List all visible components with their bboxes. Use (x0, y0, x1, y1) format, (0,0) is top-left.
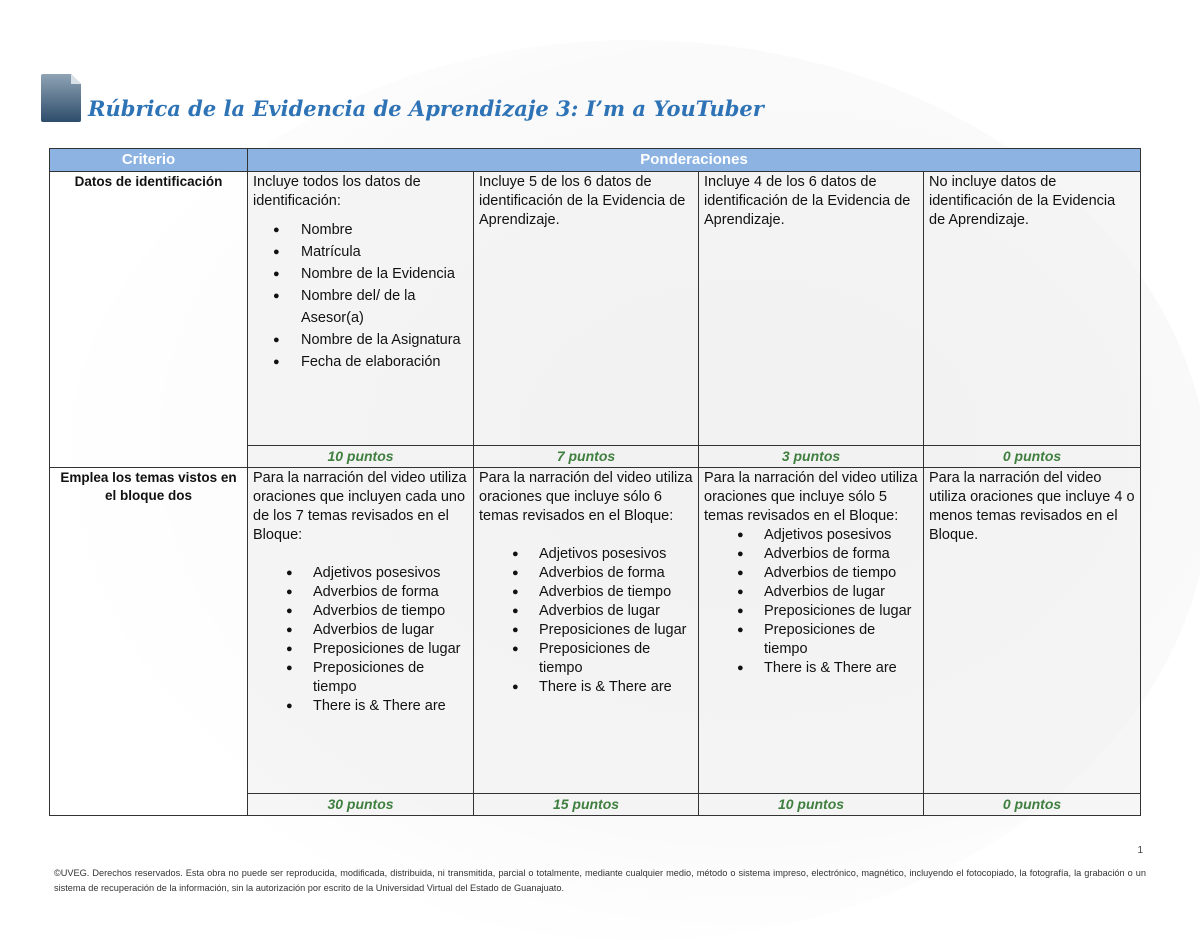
page-title: Rúbrica de la Evidencia de Aprendizaje 3: I’m a YouTuber (88, 96, 764, 121)
description-cell (924, 468, 1141, 794)
points-cell: 15 puntos (474, 794, 699, 816)
list-item: ● Adjetivos posesivos (539, 545, 693, 564)
list-item: ● Adverbios de lugar (313, 621, 468, 640)
list-item: ● Preposiciones de tiempo (539, 640, 693, 678)
document-icon (41, 74, 81, 122)
bullet-list (253, 219, 468, 373)
list-item: ● Adjetivos posesivos (313, 564, 468, 583)
list-item: ● Preposiciones de tiempo (313, 659, 468, 697)
list-item: ● Matrícula (301, 241, 468, 263)
description-text: Incluye 4 de los 6 datos de identificación de la Evidencia de Aprendizaje. (704, 174, 911, 228)
points-cell: 0 puntos (924, 446, 1141, 468)
description-cell (248, 172, 474, 446)
list-item: ● Adverbios de lugar (539, 602, 693, 621)
list-item: ● Adverbios de tiempo (764, 564, 918, 583)
bullet-list (253, 564, 468, 716)
bullet-list (479, 545, 693, 697)
points-cell: 30 puntos (248, 794, 474, 816)
list-item: ● Preposiciones de tiempo (764, 621, 918, 659)
criterion-cell: Datos de identificación (50, 172, 248, 468)
list-item: ● Adverbios de lugar (764, 583, 918, 602)
description-cell (924, 172, 1141, 446)
header-criterio: Criterio (50, 149, 248, 172)
description-text: Para la narración del video utiliza oraciones que incluye 4 o menos temas revisados en el Bloque. (929, 470, 1135, 543)
list-item: ● There is & There are (764, 659, 918, 678)
list-item: ● Fecha de elaboración (301, 351, 468, 373)
bullet-list (704, 526, 918, 678)
table-header-row (50, 149, 1141, 172)
list-item: ● Nombre de la Evidencia (301, 263, 468, 285)
points-cell: 3 puntos (699, 446, 924, 468)
points-cell: 7 puntos (474, 446, 699, 468)
copyright-footer: ©UVEG. Derechos reservados. Esta obra no puede ser reproducida, modificada, distribuida, ni transmitida, parcial o totalmente, mediante cualquier medio, método o sistema impreso, electrónico, magnético, incluyendo el fotocopiado, la fotografía, la grabación o un sistema de recuperación de la información, sin la autorización por escrito de la Universidad Virtual del Estado de Guanajuato. (54, 868, 1146, 893)
description-text: Incluye 5 de los 6 datos de identificación de la Evidencia de Aprendizaje. (479, 174, 686, 228)
list-item: ● Adverbios de forma (539, 564, 693, 583)
description-text: Para la narración del video utiliza oraciones que incluye sólo 5 temas revisados en el Bloque: (704, 470, 918, 524)
list-item: ● Preposiciones de lugar (313, 640, 468, 659)
description-cell (474, 172, 699, 446)
description-cell (699, 468, 924, 794)
table-row (50, 172, 1141, 446)
list-item: ● Adverbios de forma (313, 583, 468, 602)
description-text: Para la narración del video utiliza oraciones que incluye sólo 6 temas revisados en el Bloque: (479, 470, 693, 524)
points-cell: 10 puntos (699, 794, 924, 816)
page-number: 1 (1137, 845, 1143, 856)
header-ponderaciones: Ponderaciones (248, 149, 1141, 172)
table-row (50, 468, 1141, 794)
rubric-table (49, 148, 1141, 816)
list-item: ● Adjetivos posesivos (764, 526, 918, 545)
list-item: ● Adverbios de tiempo (313, 602, 468, 621)
list-item: ● Nombre de la Asignatura (301, 329, 468, 351)
list-item: ● There is & There are (539, 678, 693, 697)
description-text: Incluye todos los datos de identificación: (253, 174, 421, 209)
description-cell (699, 172, 924, 446)
points-cell: 0 puntos (924, 794, 1141, 816)
list-item: ● Nombre (301, 219, 468, 241)
points-cell: 10 puntos (248, 446, 474, 468)
description-text: No incluye datos de identificación de la Evidencia de Aprendizaje. (929, 174, 1116, 228)
description-text: Para la narración del video utiliza oraciones que incluyen cada uno de los 7 temas revisados en el Bloque: (253, 470, 467, 543)
description-cell (474, 468, 699, 794)
list-item: ● Adverbios de tiempo (539, 583, 693, 602)
list-item: ● Nombre del/ de la Asesor(a) (301, 285, 468, 329)
description-cell (248, 468, 474, 794)
list-item: ● There is & There are (313, 697, 468, 716)
list-item: ● Adverbios de forma (764, 545, 918, 564)
list-item: ● Preposiciones de lugar (764, 602, 918, 621)
criterion-cell: Emplea los temas vistos en el bloque dos (50, 468, 248, 816)
list-item: ● Preposiciones de lugar (539, 621, 693, 640)
